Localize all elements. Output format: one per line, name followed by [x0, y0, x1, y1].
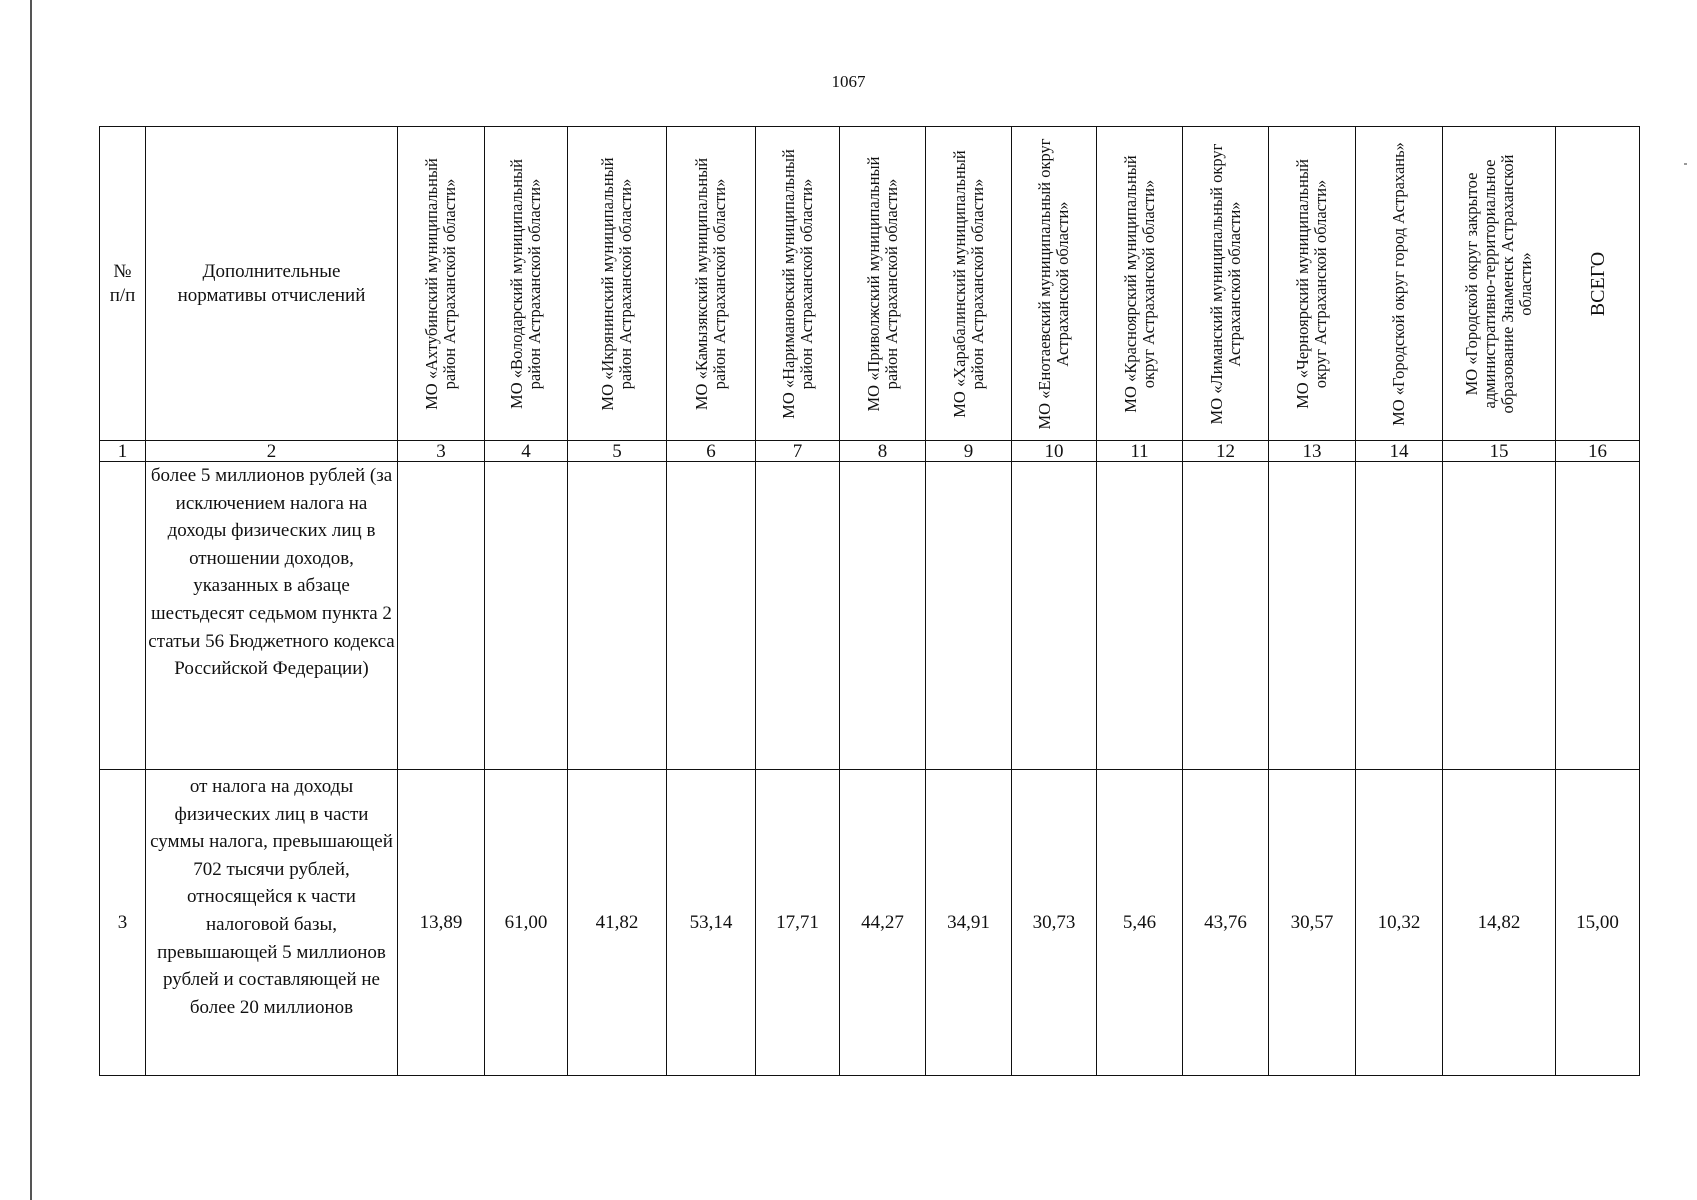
- header-column-4: [485, 127, 568, 441]
- header-column-7: [756, 127, 840, 441]
- row-value: [756, 462, 840, 770]
- column-number: 15: [1443, 441, 1556, 462]
- column-label: МО «Городской округ город Астрахань»: [1389, 141, 1408, 426]
- row-value: [926, 462, 1012, 770]
- header-column-8: [840, 127, 926, 441]
- row-value: [398, 462, 485, 770]
- column-number: 2: [146, 441, 398, 462]
- header-column-6: [667, 127, 756, 441]
- row-value: [1097, 462, 1183, 770]
- row-description-cell: [146, 770, 398, 1076]
- row-value: 41,82: [568, 770, 667, 1076]
- header-column-12: [1183, 127, 1269, 441]
- row-value: 44,27: [840, 770, 926, 1076]
- column-label: МО «Приволжский муниципальный район Астраханской области»: [863, 156, 901, 411]
- column-number: 4: [485, 441, 568, 462]
- binding-line: [30, 0, 32, 1200]
- header-column-13: [1269, 127, 1356, 441]
- table-row: [100, 770, 1640, 1076]
- column-label: МО «Володарский муниципальный район Астраханской области»: [507, 158, 544, 409]
- header-column-10: [1012, 127, 1097, 441]
- header-column-3: [398, 127, 485, 441]
- allocation-table: [99, 126, 1640, 1076]
- row-value: [1556, 462, 1640, 770]
- row-value: [1012, 462, 1097, 770]
- header-column-16: [1556, 127, 1640, 441]
- row-value: 53,14: [667, 770, 756, 1076]
- row-value: [1356, 462, 1443, 770]
- row-value: 34,91: [926, 770, 1012, 1076]
- column-number: 11: [1097, 441, 1183, 462]
- table-row: [100, 462, 1640, 770]
- header-column-14: [1356, 127, 1443, 441]
- row-value: [667, 462, 756, 770]
- row-value: 17,71: [756, 770, 840, 1076]
- column-number: 5: [568, 441, 667, 462]
- column-number: 12: [1183, 441, 1269, 462]
- row-value: 14,82: [1443, 770, 1556, 1076]
- page-number: 1067: [831, 72, 866, 91]
- row-value: [1183, 462, 1269, 770]
- column-label: МО «Ахтубинский муниципальный район Астраханской области»: [422, 157, 459, 410]
- header-number: № п/п: [109, 260, 136, 306]
- column-number: 6: [667, 441, 756, 462]
- column-label: МО «Харабалинский муниципальный район Астраханской области»: [949, 149, 987, 418]
- header-row: [100, 127, 1640, 441]
- column-number: 1: [100, 441, 146, 462]
- row-value: 61,00: [485, 770, 568, 1076]
- row-number: [100, 462, 146, 770]
- header-column-15: [1443, 127, 1556, 441]
- header-number-cell: [100, 127, 146, 441]
- header-description-cell: [146, 127, 398, 441]
- header-column-5: [568, 127, 667, 441]
- row-value: [1443, 462, 1556, 770]
- column-label: МО «Черноярский муниципальный округ Астраханской области»: [1293, 158, 1330, 409]
- column-number: 16: [1556, 441, 1640, 462]
- header-column-11: [1097, 127, 1183, 441]
- row-value: [568, 462, 667, 770]
- row-number: 3: [100, 770, 146, 1076]
- column-number-row: [100, 441, 1640, 462]
- row-value: [485, 462, 568, 770]
- row-value: [1269, 462, 1356, 770]
- row-value: 15,00: [1556, 770, 1640, 1076]
- column-number: 14: [1356, 441, 1443, 462]
- column-number: 13: [1269, 441, 1356, 462]
- row-value: 43,76: [1183, 770, 1269, 1076]
- column-label: МО «Камызякский муниципальный район Астраханской области»: [692, 157, 729, 410]
- column-label: МО «Лиманский муниципальный округ Астраханской области»: [1206, 143, 1244, 424]
- column-label-total: ВСЕГО: [1586, 251, 1609, 316]
- column-number: 9: [926, 441, 1012, 462]
- row-value: 30,57: [1269, 770, 1356, 1076]
- column-label: МО «Икрянинский муниципальный район Астраханской области»: [598, 156, 635, 411]
- column-label: МО «Городской округ закрытое административно-территориальное образование Знаменск Астраханской области»: [1462, 154, 1535, 413]
- header-description: Дополнительные нормативы отчислений: [177, 260, 366, 306]
- row-value: 10,32: [1356, 770, 1443, 1076]
- column-label: МО «Енотаевский муниципальный округ Астраханской области»: [1035, 137, 1072, 430]
- row-description: от налога на доходы физических лиц в части суммы налога, превышающей 702 тысячи рублей, относящейся к части налоговой базы, превышающей 5 миллионов рублей и составляющей не более 20 миллионов: [150, 776, 393, 1018]
- column-number: 10: [1012, 441, 1097, 462]
- column-number: 3: [398, 441, 485, 462]
- column-number: 8: [840, 441, 926, 462]
- scan-mark: [1684, 163, 1687, 165]
- row-value: [840, 462, 926, 770]
- column-number: 7: [756, 441, 840, 462]
- row-value: 30,73: [1012, 770, 1097, 1076]
- header-column-9: [926, 127, 1012, 441]
- column-label: МО «Красноярский муниципальный округ Астраханской области»: [1120, 154, 1158, 413]
- column-label: МО «Наримановский муниципальный район Астраханской области»: [778, 148, 816, 419]
- row-description: более 5 миллионов рублей (за исключением налога на доходы физических лиц в отношении доходов, указанных в абзаце шестьдесят седьмом пункта 2 статьи 56 Бюджетного кодекса Российской Федерации): [146, 462, 398, 770]
- row-value: 5,46: [1097, 770, 1183, 1076]
- row-value: 13,89: [398, 770, 485, 1076]
